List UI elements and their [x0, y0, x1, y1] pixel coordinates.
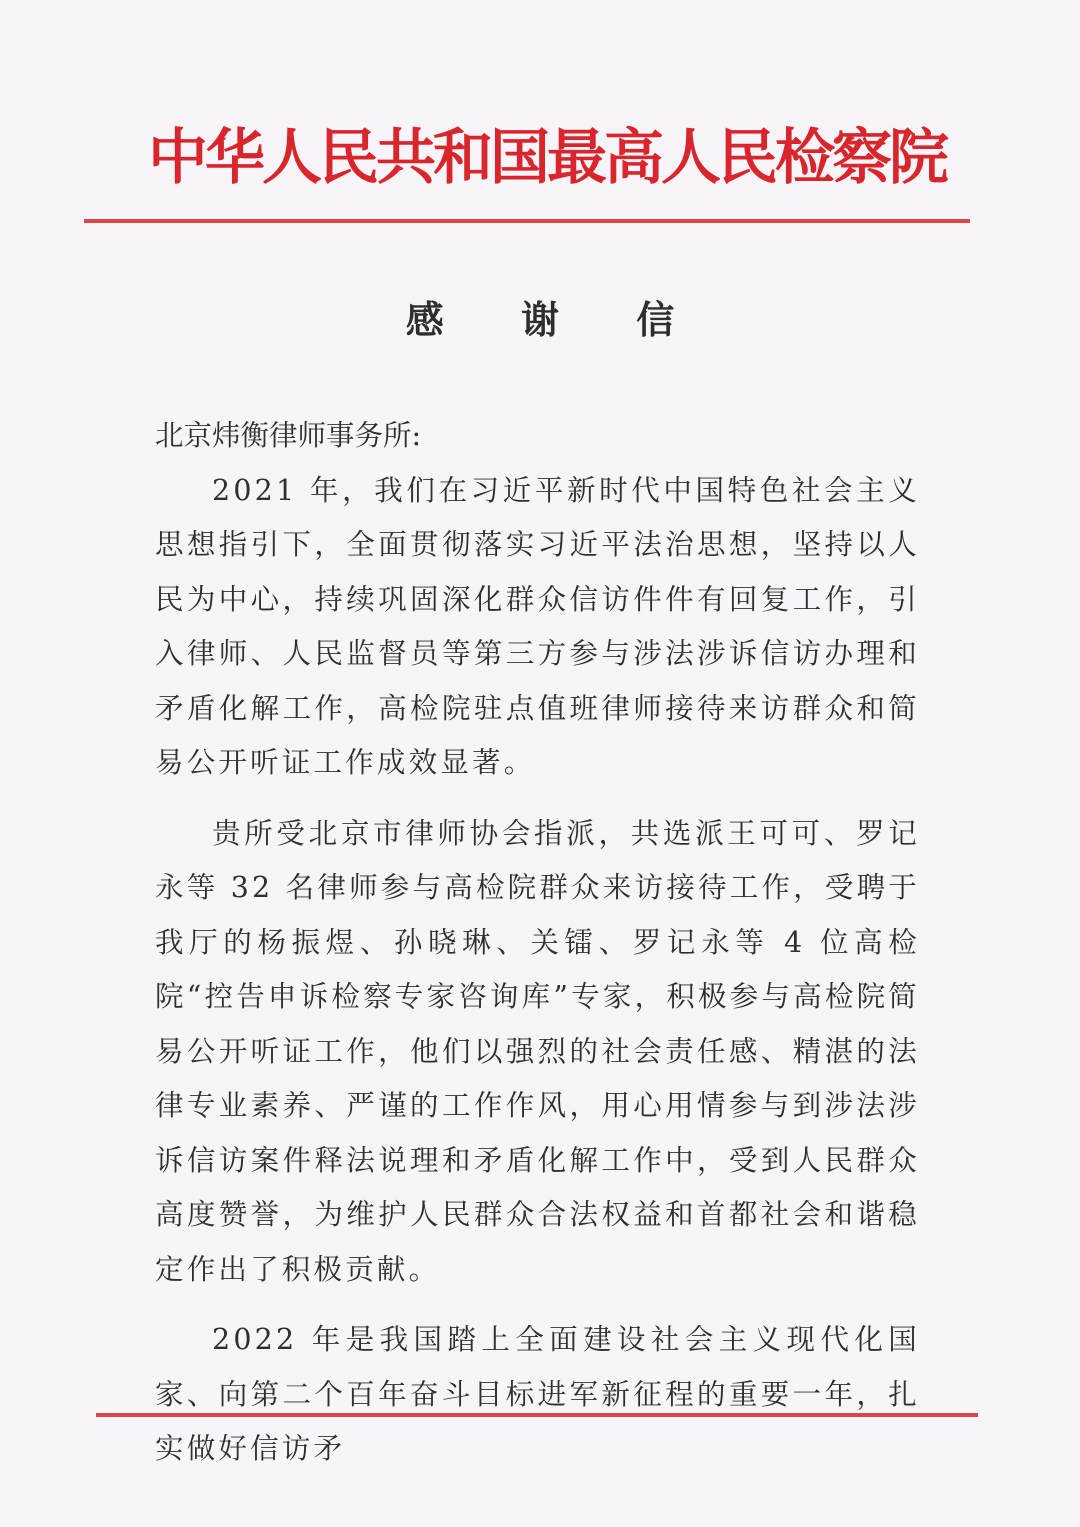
paragraph-2: 贵所受北京市律师协会指派，共选派王可可、罗记永等 32 名律师参与高检院群众来访接待工作，受聘于我厅的杨振煜、孙晓琳、关镭、罗记永等 4 位高检院“控告申诉检察专家咨询库”专家，积极参与高检院简易公开听证工作，他们以强烈的社会责任感、精湛的法律专业素养、严谨的工作作风，用心用情参与到涉法涉诉信访案件释法说理和矛盾化解工作中，受到人民群众高度赞誉，为维护人民群众合法权益和首都社会和谐稳定作出了积极贡献。: [155, 816, 920, 1286]
letterhead-title: 中华人民共和国最高人民检察院: [148, 123, 946, 193]
footer-red-rule: [96, 1413, 978, 1417]
letter-title: 感 谢 信: [405, 298, 707, 342]
salutation: 北京炜衡律师事务所:: [155, 419, 422, 452]
paragraph-3: 2022 年是我国踏上全面建设社会主义现代化国家、向第二个百年奋斗目标进军新征程的重要一年，扎实做好信访矛: [155, 1323, 920, 1465]
paragraph-1: 2021 年，我们在习近平新时代中国特色社会主义思想指引下，全面贯彻落实习近平法治思想，坚持以人民为中心，持续巩固深化群众信访件件有回复工作，引入律师、人民监督员等第三方参与涉法涉诉信访办理和矛盾化解工作，高检院驻点值班律师接待来访群众和简易公开听证工作成效显著。: [155, 473, 920, 779]
letter-body: [155, 409, 920, 1477]
letterhead-red-rule: [84, 219, 970, 223]
